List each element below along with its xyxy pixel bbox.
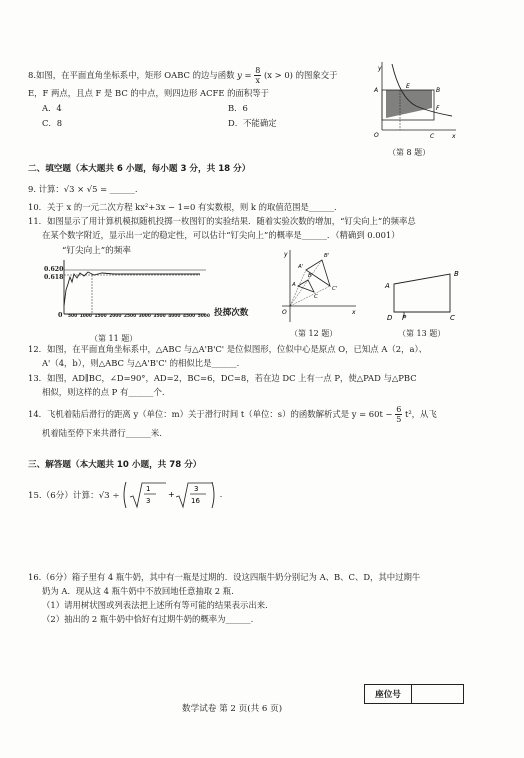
q15: 15.（6分）计算：√3 ÷ 1 3 + 3 16 . (28, 480, 222, 510)
q11-chart-title: “钉尖向上”的频率 (62, 246, 131, 256)
q11-xtick: 1000 (79, 314, 92, 319)
q8-label-f: F (436, 105, 440, 112)
q12-label-b-prime: B' (324, 253, 330, 259)
q13-line1: 13．如图，AD∥BC，∠D=90°，AD=2，BC=6，DC=8，若在边 DC 上有一点 P，使△PAD 与△PBC (28, 373, 417, 383)
q15-frac2-den: 16 (190, 497, 200, 505)
q10: 10．关于 x 的一元二次方程 kx²+3x − 1=0 有实数根，则 k 的取值范围是______. (28, 202, 337, 212)
q12-line1: 12．如图，在平面直角坐标系中，△ABC 与△A'B'C' 是位似图形，位似中心是原点 O，已知点 A（2，a）、 (28, 344, 428, 354)
q15-frac2-num: 3 (193, 485, 199, 493)
q12-label-c: C (314, 294, 318, 300)
q8-option-b: B．6 (228, 103, 248, 113)
q15-plus: + (167, 490, 175, 499)
seat-number-field[interactable] (412, 685, 463, 703)
section2-title: 二、填空题（本大题共 6 小题，每小题 3 分，共 18 分） (28, 164, 251, 174)
q14-line2: 机着陆至停下来共滑行______米. (42, 428, 162, 438)
q16-sub2: （2）抽出的 2 瓶牛奶中恰好有过期牛奶的概率为______. (42, 614, 254, 624)
q13-label-d: D (387, 314, 393, 322)
q8-option-a: A．4 (42, 103, 62, 113)
q12-label-a-prime: A' (298, 264, 304, 270)
q8-label-o: O (374, 132, 379, 139)
q8-label-c: C (430, 133, 435, 140)
q11-chart-xlabel: 投掷次数 (214, 308, 249, 318)
q15-radical-expression (122, 480, 220, 510)
q8-option-c: C．8 (42, 118, 63, 128)
q11-xtick: 4000 (168, 314, 181, 319)
q11-xtick: 2500 (123, 314, 137, 319)
seat-number-label: 座位号 (365, 685, 412, 703)
q11-xtick: 3500 (153, 314, 166, 319)
q8-shaded-region (386, 90, 432, 118)
q11-chart-y2: 0.618 (44, 274, 64, 281)
q12-line2: A'（4，b），则△ABC 与△A'B'C' 的相似比是______. (42, 358, 240, 368)
q8-label-e: E (406, 83, 410, 90)
q8-label-a: A (374, 87, 379, 94)
q12-label-x: x (352, 309, 356, 316)
q13-figure (380, 262, 470, 322)
q14-line1: 14．飞机着陆后滑行的距离 y（单位：m）关于滑行时间 t（单位：s）的函数解析式是 y = 60t − $\frac{6}{5}$ t²，从飞 (28, 405, 437, 424)
q15-frac1-num: 1 (145, 485, 151, 493)
q12-label-b: B (308, 273, 312, 279)
q11-chart-origin: 0 (58, 311, 63, 319)
q11-frequency-line (64, 272, 200, 306)
page-footer: 数学试卷 第 2 页(共 6 页) (182, 704, 283, 714)
q8-line1: 8.如图，在平面直角坐标系中，矩形 OABC 的边与函数 y = $\frac{8}{x}$ (x > 0) 的图象交于 (28, 66, 338, 85)
q8-figure (370, 58, 460, 140)
q11-caption: （第 11 题） (90, 334, 138, 343)
q13-label-a: A (385, 282, 390, 290)
seat-number-box (364, 684, 464, 704)
q13-label-c: C (450, 314, 455, 322)
q8-fraction: $\frac{8}{x}$ (255, 66, 261, 85)
q12-label-o: O (282, 309, 287, 316)
q11-xtick: 500 (68, 314, 78, 319)
q11-xtick: 5000 (197, 314, 210, 319)
q12-label-y: y (284, 251, 288, 258)
q16-line2: 奶为 A．现从这 4 瓶牛奶中不放回地任意抽取 2 瓶. (42, 586, 234, 596)
q13-line2: 相似，则这样的点 P 有______个. (42, 387, 165, 397)
q8-option-d: D．不能确定 (228, 118, 277, 128)
q8-line2: E，F 两点，且点 F 是 BC 的中点，则四边形 ACFE 的面积等于 (28, 88, 269, 98)
q13-caption: （第 13 题） (398, 329, 446, 338)
q12-label-a: A (292, 282, 296, 288)
q11-chart-xticks (68, 312, 210, 321)
q13-label-b: B (454, 270, 459, 278)
q8-func-y: y = (237, 70, 252, 80)
q14-fraction: $\frac{6}{5}$ (396, 405, 402, 424)
q8-label-b: B (436, 87, 441, 94)
q11-xtick: 4500 (182, 314, 196, 319)
q11-chart (40, 246, 260, 334)
q11-xtick: 2000 (109, 314, 122, 319)
q11-line2: 在某个数字附近，显示出一定的稳定性，可以估计“钉尖向上”的概率是______．（精确到 0.001） (42, 230, 400, 240)
q12-figure (270, 246, 360, 328)
q11-line1: 11．如图显示了用计算机模拟随机投掷一枚图钉的实验结果．随着实验次数的增加，“钉尖向上”的频率总 (28, 216, 416, 226)
q12-caption: （第 12 题） (290, 329, 338, 338)
q12-label-c-prime: C' (332, 286, 338, 292)
q11-xtick: 3000 (138, 314, 151, 319)
q9: 9. 计算：√3 × √5 = ______. (28, 184, 138, 194)
section3-title: 三、解答题（本大题共 10 小题，共 78 分） (28, 460, 202, 470)
q15-frac1-den: 3 (145, 497, 151, 505)
q8-caption: （第 8 题） (388, 148, 431, 157)
q13-label-p: P (402, 314, 407, 322)
q16-sub1: （1）请用树状图或列表法把上述所有等可能的结果表示出来. (42, 600, 268, 610)
q11-xtick: 1500 (94, 314, 107, 319)
q8-label-y: y (378, 65, 382, 72)
q8-label-x: x (452, 133, 456, 140)
q11-chart-y1: 0.620 (44, 266, 64, 273)
q16-line1: 16.（6分）箱子里有 4 瓶牛奶，其中有一瓶是过期的．设这四瓶牛奶分别记为 A、B、C、D，其中过期牛 (28, 572, 421, 582)
